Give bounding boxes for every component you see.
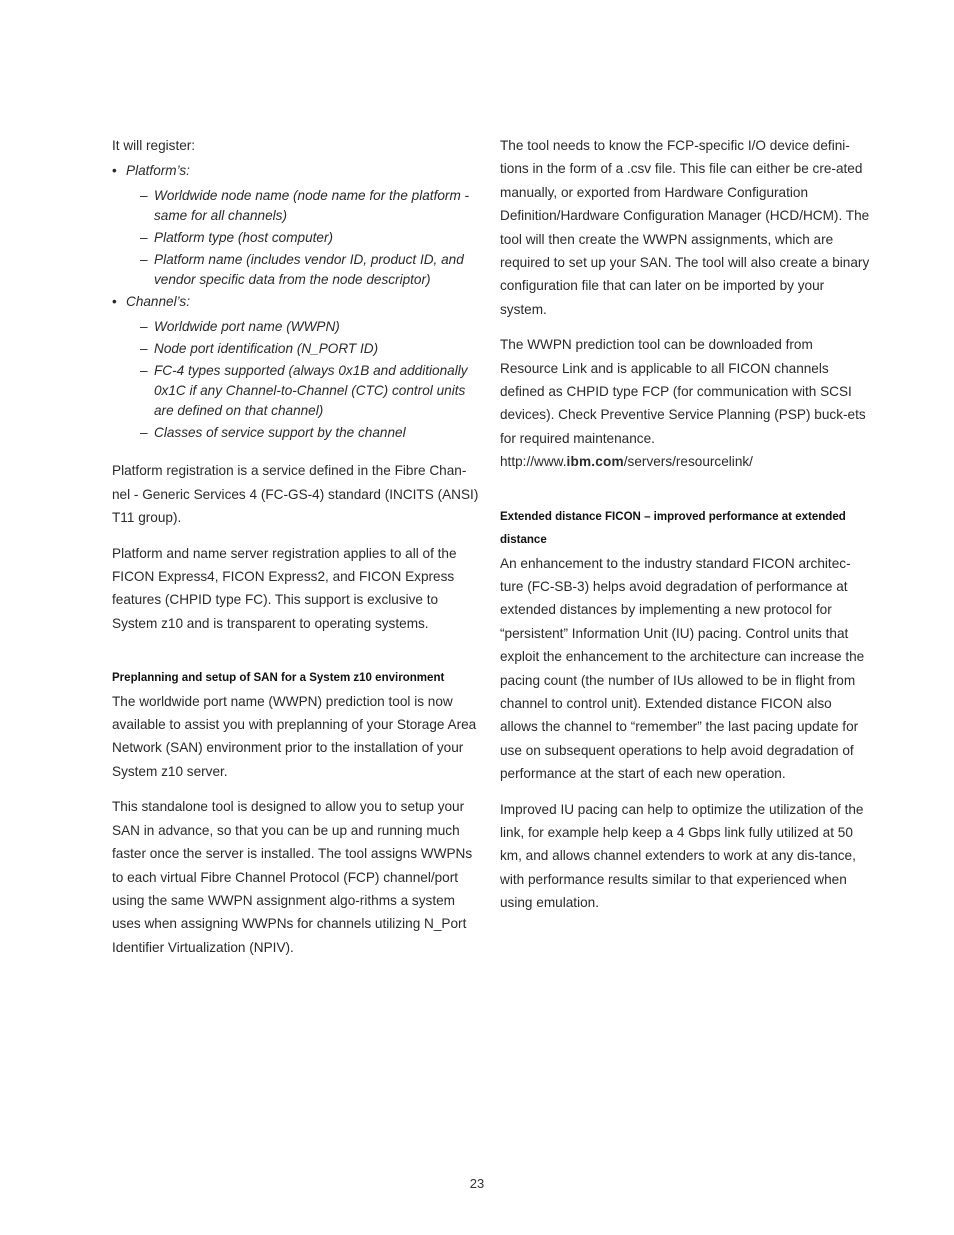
dash-icon: – [140, 319, 148, 335]
list-item-text: FC-4 types supported (always 0x1B and additionally 0x1C if any Channel-to-Channel (CTC) control units are defined on that channel) [154, 363, 468, 419]
register-intro: It will register: [112, 138, 196, 153]
link-brand: ibm.com [566, 454, 624, 470]
list-item-text: Node port identification (N_PORT ID) [154, 341, 379, 357]
list-item-text: Platform name (includes vendor ID, product ID, and vendor specific data from the node descriptor) [154, 252, 464, 288]
paragraph-name-server: Platform and name server registration applies to all of the FICON Express4, FICON Express2, and FICON Express features (CHPID type FC). This support is exclusive to System z10 and is transparent to operating systems. [112, 545, 457, 631]
list-item [126, 186, 484, 226]
list-item-text: Worldwide port name (WWPN) [154, 319, 340, 335]
list-item [112, 292, 484, 443]
list-item-text: Classes of service support by the channel [154, 425, 406, 441]
list-item-text: Platform type (host computer) [154, 230, 334, 246]
paragraph-iu-pacing: Improved IU pacing can help to optimize the utilization of the link, for example help keep a 4 Gbps link fully utilized at 50 km, and allows channel extenders to work at any dis-tance, with performance results similar to that experienced when using emulation. [500, 801, 864, 911]
bullet-icon: • [112, 294, 117, 310]
dash-icon: – [140, 425, 148, 441]
paragraph-wwpn-tool: The worldwide port name (WWPN) prediction tool is now available to assist you with preplanning of your Storage Area Network (SAN) environment prior to the installation of your System z10 server. [112, 693, 477, 779]
list-item [126, 361, 484, 421]
section-heading-ficon: Extended distance FICON – improved performance at extended distance [500, 508, 846, 547]
dash-icon: – [140, 188, 148, 204]
paragraph-registration: Platform registration is a service defined in the Fibre Chan-nel - Generic Services 4 (FC-GS-4) standard (INCITS (ANSI) T11 group). [112, 463, 479, 526]
link-suffix: /servers/resourcelink/ [623, 454, 753, 470]
sub-list [126, 317, 484, 443]
resource-link[interactable] [500, 450, 872, 473]
paragraph-enhancement: An enhancement to the industry standard FICON architec-ture (FC-SB-3) helps avoid degradation of performance at extended distances by implementing a new protocol for “persistent” Information Unit (IU) pacing. Control units that exploit the enhancement to the architecture can increase the pacing count (the number of IUs allowed to be in flight from channel to control unit). Extended distance FICON also allows the channel to “remember” the last pacing update for use on subsequent operations to help avoid degradation of performance at the start of each new operation. [500, 555, 865, 782]
page-number: 23 [469, 1176, 485, 1191]
right-column [500, 134, 872, 915]
left-column [112, 134, 484, 959]
dash-icon: – [140, 341, 148, 357]
list-item [126, 250, 484, 290]
list-item [126, 423, 484, 443]
list-item-text: Worldwide node name (node name for the platform - same for all channels) [154, 188, 470, 224]
link-prefix: http://www. [500, 454, 567, 470]
sub-list [126, 186, 484, 290]
dash-icon: – [140, 230, 148, 246]
section-heading-san: Preplanning and setup of SAN for a System z10 environment [112, 670, 445, 685]
list-item [126, 228, 484, 248]
register-list [112, 161, 484, 443]
bullet-icon: • [112, 163, 117, 179]
paragraph-download: The WWPN prediction tool can be downloaded from Resource Link and is applicable to all FICON channels defined as CHPID type FCP (for communication with SCSI devices). Check Preventive Service Planning (PSP) buck-ets for required maintenance. [500, 337, 866, 446]
bullet-label: Channel’s: [126, 294, 190, 310]
paragraph-tool-needs: The tool needs to know the FCP-specific I/O device defini-tions in the form of a .csv file. This file can either be cre-ated manually, or exported from Hardware Configuration Definition/Hardware Configuration Manager (HCD/HCM). The tool will then create the WWPN assignments, which are required to set up your SAN. The tool will also create a binary configuration file that can later on be imported by your system. [500, 138, 870, 317]
dash-icon: – [140, 363, 148, 379]
list-item [112, 161, 484, 290]
list-item [126, 339, 484, 359]
list-item [126, 317, 484, 337]
paragraph-standalone-tool: This standalone tool is designed to allow you to setup your SAN in advance, so that you can be up and running much faster once the server is installed. The tool assigns WWPNs to each virtual Fibre Channel Protocol (FCP) channel/port using the same WWPN assignment algo-rithms a system uses when assigning WWPNs for channels utilizing N_Port Identifier Virtualization (NPIV). [112, 799, 473, 955]
bullet-label: Platform’s: [126, 163, 190, 179]
dash-icon: – [140, 252, 148, 268]
